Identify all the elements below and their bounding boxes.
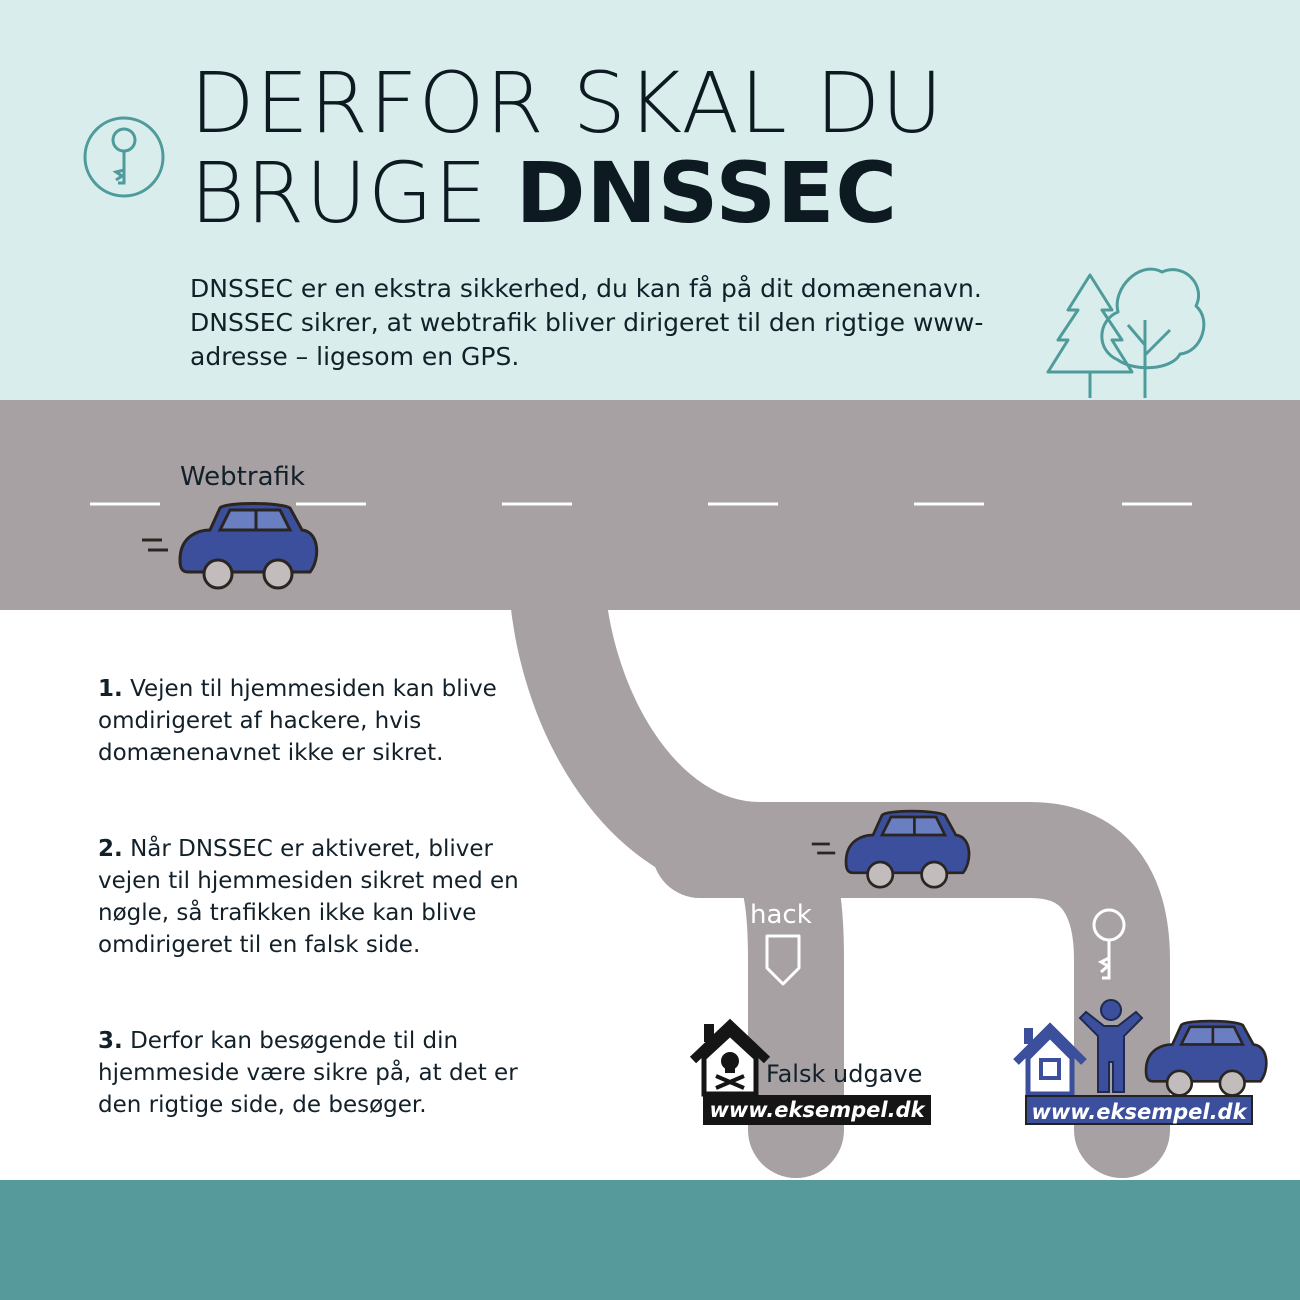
fake-site-caption: Falsk udgave bbox=[766, 1060, 923, 1088]
key-icon bbox=[85, 118, 163, 196]
intro-text: DNSSEC er en ekstra sikkerhed, du kan få på dit domænenavn. DNSSEC sikrer, at webtrafik bliver dirigeret til den rigtige www-adresse – ligesom en GPS. bbox=[190, 274, 984, 371]
title-line1: DERFOR SKAL DU bbox=[190, 54, 944, 152]
step-text: Vejen til hjemmesiden kan blive omdirigeret af hackere, hvis domænenavnet ikke er sikret. bbox=[98, 676, 497, 766]
house-icon bbox=[1016, 1028, 1084, 1094]
main-road bbox=[0, 400, 1300, 610]
fake-site-url: www.eksempel.dk bbox=[703, 1095, 931, 1125]
title-line2-bold: DNSSEC bbox=[515, 144, 898, 242]
hack-label: hack bbox=[750, 900, 812, 930]
real-site-url: www.eksempel.dk bbox=[1025, 1095, 1253, 1125]
step-2 bbox=[98, 833, 528, 961]
step-number: 3. bbox=[98, 1028, 123, 1054]
step-text: Når DNSSEC er aktiveret, bliver vejen til hjemmesiden sikret med en nøgle, så trafikken ikke kan blive omdirigeret til en falsk side. bbox=[98, 836, 519, 958]
step-number: 2. bbox=[98, 836, 123, 862]
traffic-label: Webtrafik bbox=[180, 462, 305, 492]
step-1 bbox=[98, 673, 528, 769]
step-number: 1. bbox=[98, 676, 123, 702]
trees-icon bbox=[1048, 269, 1204, 398]
page-title bbox=[190, 54, 944, 242]
step-text: Derfor kan besøgende til din hjemmeside være sikre på, at det er den rigtige side, de besøger. bbox=[98, 1028, 518, 1118]
title-line2-light: BRUGE bbox=[190, 144, 489, 242]
step-3 bbox=[98, 1025, 528, 1121]
